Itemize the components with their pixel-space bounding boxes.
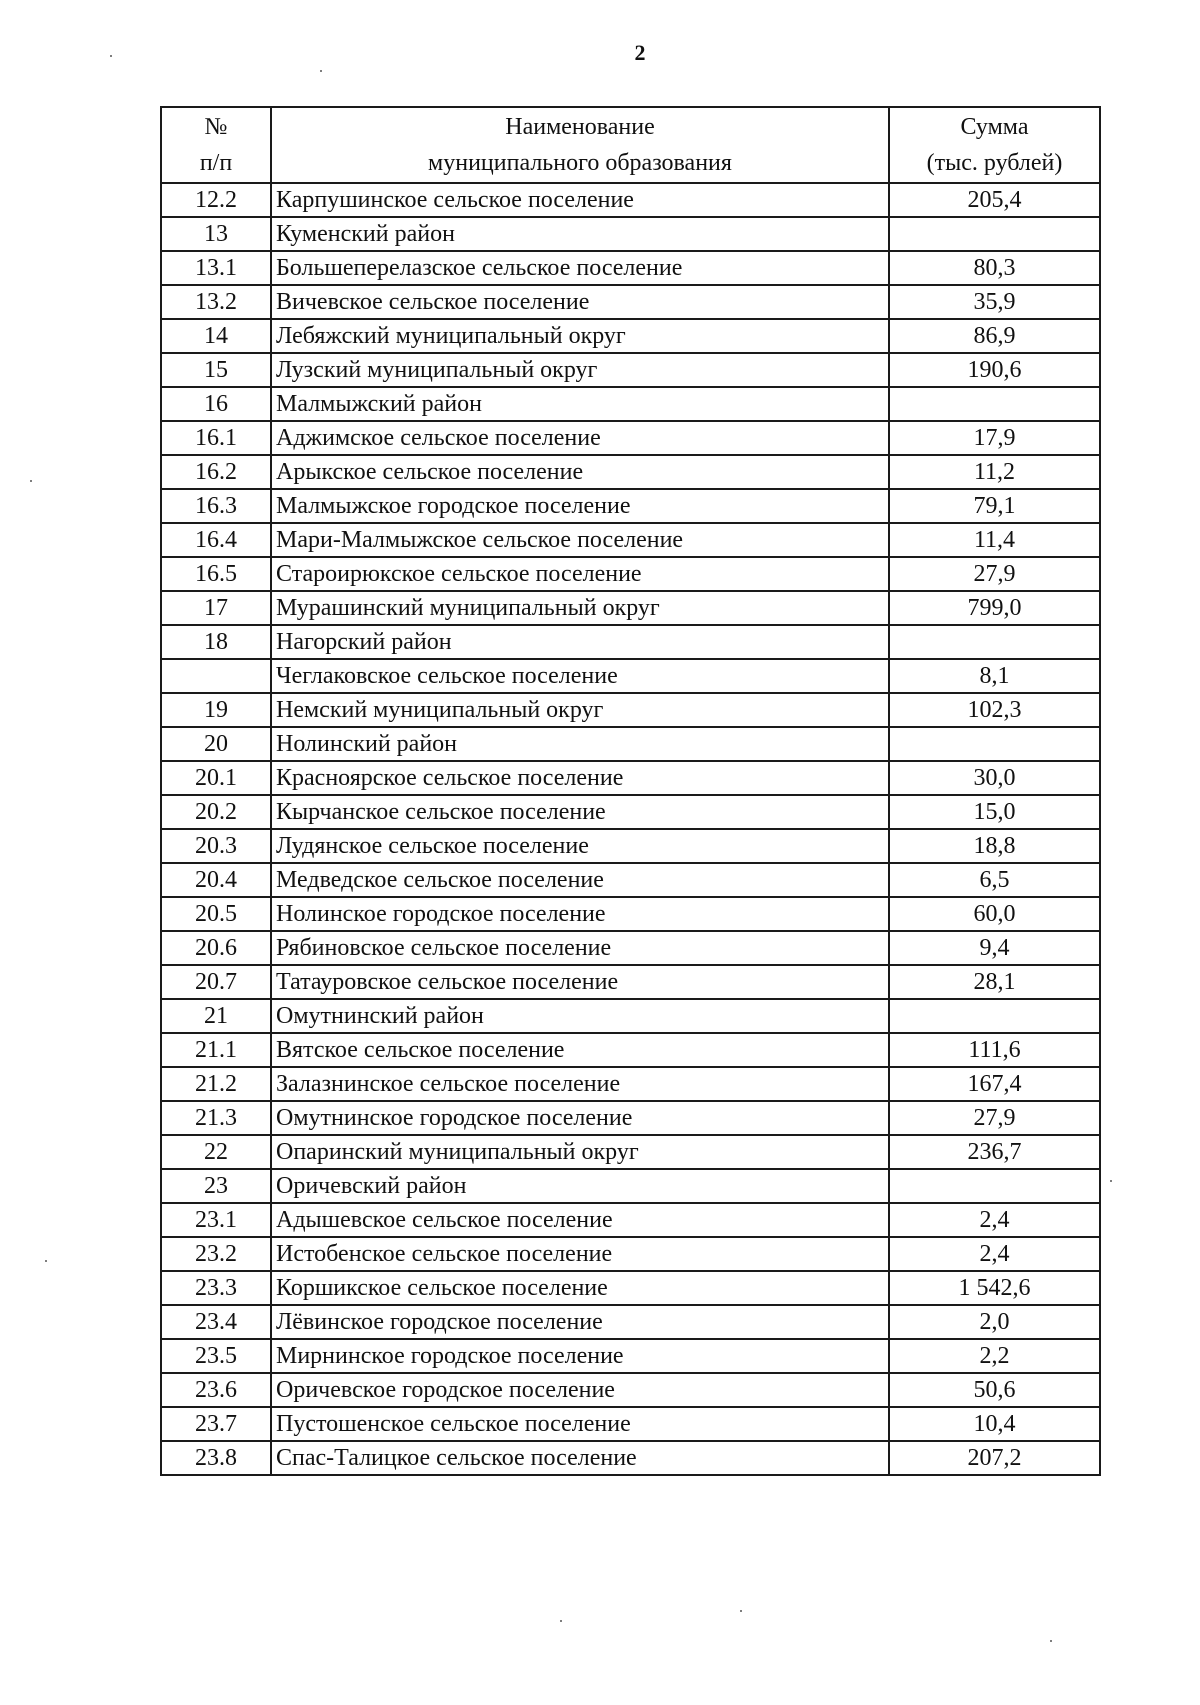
table-row: [161, 387, 1100, 421]
table-row: [161, 659, 1100, 693]
row-number: 23.7: [161, 1407, 271, 1441]
amount-value: 30,0: [889, 761, 1100, 795]
row-number: 20.2: [161, 795, 271, 829]
table-row: [161, 1271, 1100, 1305]
scan-speck: [1110, 1180, 1112, 1182]
municipality-name: Нолинское городское поселение: [271, 897, 889, 931]
row-number: 16.2: [161, 455, 271, 489]
row-number: 23.2: [161, 1237, 271, 1271]
row-number: 14: [161, 319, 271, 353]
amount-value: 10,4: [889, 1407, 1100, 1441]
municipality-name: Чеглаковское сельское поселение: [271, 659, 889, 693]
scan-speck: [1050, 1640, 1052, 1642]
municipality-name: Мирнинское городское поселение: [271, 1339, 889, 1373]
table-row: [161, 795, 1100, 829]
table-row: [161, 319, 1100, 353]
municipality-name: Малмыжское городское поселение: [271, 489, 889, 523]
municipality-name: Большеперелазское сельское поселение: [271, 251, 889, 285]
row-number: 20: [161, 727, 271, 761]
amount-value: [889, 217, 1100, 251]
table-row: [161, 693, 1100, 727]
amount-value: [889, 999, 1100, 1033]
row-number: 20.3: [161, 829, 271, 863]
amount-value: 236,7: [889, 1135, 1100, 1169]
header-name-line2: муниципального образования: [428, 150, 732, 176]
row-number: 20.4: [161, 863, 271, 897]
amount-value: 9,4: [889, 931, 1100, 965]
amount-value: 1 542,6: [889, 1271, 1100, 1305]
row-number: 20.5: [161, 897, 271, 931]
amount-value: 79,1: [889, 489, 1100, 523]
amount-value: [889, 625, 1100, 659]
scan-speck: [320, 70, 322, 72]
amount-value: 799,0: [889, 591, 1100, 625]
municipality-name: Лёвинское городское поселение: [271, 1305, 889, 1339]
table-row: [161, 1033, 1100, 1067]
table-row: [161, 523, 1100, 557]
row-number: 20.7: [161, 965, 271, 999]
amount-value: 2,4: [889, 1237, 1100, 1271]
row-number: 23: [161, 1169, 271, 1203]
amount-value: 2,2: [889, 1339, 1100, 1373]
scan-speck: [30, 480, 32, 482]
table-row: [161, 1237, 1100, 1271]
municipality-name: Опаринский муниципальный округ: [271, 1135, 889, 1169]
row-number: 19: [161, 693, 271, 727]
table-row: [161, 999, 1100, 1033]
row-number: 13: [161, 217, 271, 251]
header-sum: [889, 107, 1100, 183]
municipality-name: Мурашинский муниципальный округ: [271, 591, 889, 625]
row-number: 16.3: [161, 489, 271, 523]
amount-value: 2,0: [889, 1305, 1100, 1339]
header-number-line1: №: [204, 114, 228, 140]
row-number: 20.6: [161, 931, 271, 965]
row-number: 23.4: [161, 1305, 271, 1339]
municipality-name: Малмыжский район: [271, 387, 889, 421]
municipality-name: Оричевское городское поселение: [271, 1373, 889, 1407]
municipality-name: Вичевское сельское поселение: [271, 285, 889, 319]
table-row: [161, 829, 1100, 863]
municipality-name: Лудянское сельское поселение: [271, 829, 889, 863]
municipality-name: Арыкское сельское поселение: [271, 455, 889, 489]
municipality-name: Мари-Малмыжское сельское поселение: [271, 523, 889, 557]
municipality-name: Омутнинский район: [271, 999, 889, 1033]
header-row: [161, 107, 1100, 183]
amount-value: 167,4: [889, 1067, 1100, 1101]
amount-value: 11,2: [889, 455, 1100, 489]
header-number-line2: п/п: [199, 150, 233, 176]
amount-value: 8,1: [889, 659, 1100, 693]
scan-speck: [110, 55, 112, 57]
scan-speck: [740, 1610, 742, 1612]
row-number: 23.3: [161, 1271, 271, 1305]
table-row: [161, 421, 1100, 455]
amount-value: 2,4: [889, 1203, 1100, 1237]
table-row: [161, 251, 1100, 285]
amount-value: 28,1: [889, 965, 1100, 999]
amount-value: 17,9: [889, 421, 1100, 455]
municipality-name: Лебяжский муниципальный округ: [271, 319, 889, 353]
amount-value: 18,8: [889, 829, 1100, 863]
table-row: [161, 863, 1100, 897]
row-number: 12.2: [161, 183, 271, 217]
table-row: [161, 931, 1100, 965]
row-number: 17: [161, 591, 271, 625]
row-number: 21.3: [161, 1101, 271, 1135]
row-number: 18: [161, 625, 271, 659]
row-number: 23.1: [161, 1203, 271, 1237]
municipality-name: Истобенское сельское поселение: [271, 1237, 889, 1271]
table-row: [161, 761, 1100, 795]
municipality-name: Оричевский район: [271, 1169, 889, 1203]
municipality-name: Спас-Талицкое сельское поселение: [271, 1441, 889, 1475]
amount-value: 86,9: [889, 319, 1100, 353]
table-row: [161, 1135, 1100, 1169]
row-number: 13.1: [161, 251, 271, 285]
row-number: 23.8: [161, 1441, 271, 1475]
municipality-name: Лузский муниципальный округ: [271, 353, 889, 387]
municipality-name: Пустошенское сельское поселение: [271, 1407, 889, 1441]
scan-speck: [45, 1260, 47, 1262]
table-row: [161, 965, 1100, 999]
table-row: [161, 591, 1100, 625]
header-number: [161, 107, 271, 183]
municipality-name: Карпушинское сельское поселение: [271, 183, 889, 217]
row-number: [161, 659, 271, 693]
municipality-name: Рябиновское сельское поселение: [271, 931, 889, 965]
municipality-name: Залазнинское сельское поселение: [271, 1067, 889, 1101]
row-number: 16: [161, 387, 271, 421]
table-row: [161, 557, 1100, 591]
table-row: [161, 217, 1100, 251]
row-number: 23.6: [161, 1373, 271, 1407]
table-row: [161, 353, 1100, 387]
row-number: 21.1: [161, 1033, 271, 1067]
municipality-name: Красноярское сельское поселение: [271, 761, 889, 795]
table-row: [161, 1101, 1100, 1135]
amount-value: 111,6: [889, 1033, 1100, 1067]
table-row: [161, 1203, 1100, 1237]
amount-value: 35,9: [889, 285, 1100, 319]
amount-value: 11,4: [889, 523, 1100, 557]
amount-value: [889, 387, 1100, 421]
row-number: 20.1: [161, 761, 271, 795]
municipality-name: Омутнинское городское поселение: [271, 1101, 889, 1135]
amount-value: [889, 1169, 1100, 1203]
row-number: 23.5: [161, 1339, 271, 1373]
table-body: [161, 183, 1100, 1475]
municipality-name: Адышевское сельское поселение: [271, 1203, 889, 1237]
header-sum-line1: Сумма: [960, 114, 1029, 140]
table-row: [161, 489, 1100, 523]
amount-value: [889, 727, 1100, 761]
amount-value: 27,9: [889, 1101, 1100, 1135]
row-number: 16.1: [161, 421, 271, 455]
row-number: 16.4: [161, 523, 271, 557]
table-row: [161, 183, 1100, 217]
municipality-name: Кырчанское сельское поселение: [271, 795, 889, 829]
table-row: [161, 1067, 1100, 1101]
municipality-name: Татауровское сельское поселение: [271, 965, 889, 999]
amount-value: 50,6: [889, 1373, 1100, 1407]
table-row: [161, 455, 1100, 489]
page-number: 2: [634, 40, 646, 65]
row-number: 15: [161, 353, 271, 387]
table-row: [161, 625, 1100, 659]
row-number: 21.2: [161, 1067, 271, 1101]
municipality-name: Староирюкское сельское поселение: [271, 557, 889, 591]
amount-value: 15,0: [889, 795, 1100, 829]
municipality-name: Коршикское сельское поселение: [271, 1271, 889, 1305]
municipality-name: Немский муниципальный округ: [271, 693, 889, 727]
table-header: [161, 107, 1100, 183]
table-row: [161, 727, 1100, 761]
table-row: [161, 1339, 1100, 1373]
amount-value: 102,3: [889, 693, 1100, 727]
municipality-name: Нолинский район: [271, 727, 889, 761]
municipality-name: Нагорский район: [271, 625, 889, 659]
municipality-name: Аджимское сельское поселение: [271, 421, 889, 455]
row-number: 22: [161, 1135, 271, 1169]
header-name: [271, 107, 889, 183]
row-number: 16.5: [161, 557, 271, 591]
header-name-line1: Наименование: [505, 114, 655, 140]
table-row: [161, 285, 1100, 319]
amount-value: 6,5: [889, 863, 1100, 897]
header-sum-line2: (тыс. рублей): [926, 150, 1063, 176]
municipal-sum-table: [160, 106, 1101, 1476]
table-row: [161, 1373, 1100, 1407]
municipality-name: Куменский район: [271, 217, 889, 251]
table-row: [161, 1305, 1100, 1339]
municipality-name: Вятское сельское поселение: [271, 1033, 889, 1067]
row-number: 21: [161, 999, 271, 1033]
amount-value: 190,6: [889, 353, 1100, 387]
amount-value: 205,4: [889, 183, 1100, 217]
amount-value: 60,0: [889, 897, 1100, 931]
amount-value: 207,2: [889, 1441, 1100, 1475]
municipality-name: Медведское сельское поселение: [271, 863, 889, 897]
table-row: [161, 1169, 1100, 1203]
table-row: [161, 1407, 1100, 1441]
scan-speck: [560, 1620, 562, 1622]
table-row: [161, 1441, 1100, 1475]
amount-value: 80,3: [889, 251, 1100, 285]
amount-value: 27,9: [889, 557, 1100, 591]
row-number: 13.2: [161, 285, 271, 319]
table-row: [161, 897, 1100, 931]
